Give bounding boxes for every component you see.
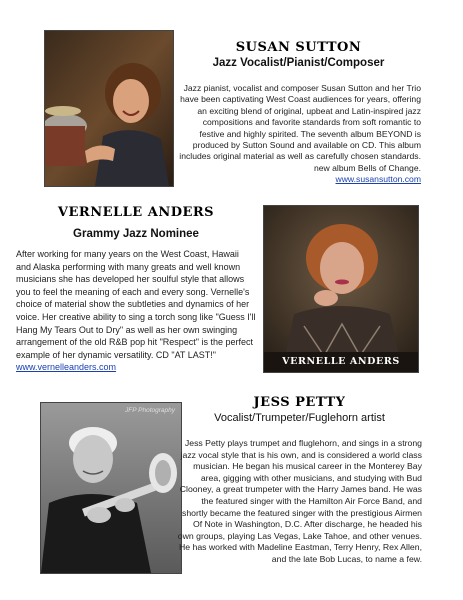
artist-bio: Jess Petty plays trumpet and fluglehorn, and sings in a strong jazz vocal style that is his own, and is considered a world class musician. He began his musical career in the Monterey Bay area, gigging with other musicians, and studying with Bud Clooney, a great trumpeter with the Harry James band. He was the featured singer with the Hamilton Air Force Band, and shortly became the featured singer with the prestigious Airmen Of Note in Washington, D.C. After discharge, he headed his own groups, playing Las Vegas, Lake Tahoe, and other venues. He has worked with Madeline Eastman, Terry Henry, Rex Allen, and the late Bob Lucas, to name a few. — [177, 438, 422, 564]
artist-name: JESS PETTY — [253, 395, 346, 410]
artist-role: Grammy Jazz Nominee — [73, 228, 199, 240]
artist-website-link[interactable]: www.susansutton.com — [335, 174, 421, 185]
artist-name: SUSAN SUTTON — [235, 40, 362, 55]
jess-petty-photo — [40, 402, 182, 574]
photo-watermark: JFP Photography — [125, 407, 175, 414]
photo-caption: VERNELLE ANDERS — [282, 356, 400, 367]
vernelle-anders-section — [16, 205, 256, 374]
artist-website-link[interactable]: www.vernelleanders.com — [16, 362, 117, 373]
artist-bio: Jazz pianist, vocalist and composer Susan Sutton and her Trio have been captivating West Coast audiences for years, offering an exciting blend of original, upbeat and Latin-inspired jazz compositions and favorite standards from soft romantic to festive and highly spirited. The seventh album BEYOND is produced by Sutton Sound and available on CD. This album includes original material as well as carefully chosen standards. new album Bells of Change. — [179, 83, 421, 173]
artist-bio: After working for many years on the West Coast, Hawaii and Alaska performing with many greats and well known musicians she has developed her soulful style that allows you to feel the meaning of each and every song. Vernelle's choice of material show the subtleties and dynamics of her voice. Her creative ability to sing a torch song like "Guess I'll Hang My Tears Out to Dry" as well as her own swinging arrangement of the old R&B pop hit "Respect" is the perfect example of her dynamic versatility. CD "AT LAST!" — [16, 249, 256, 360]
artist-name: VERNELLE ANDERS — [57, 205, 215, 220]
vernelle-anders-photo — [263, 205, 419, 373]
artist-role: Vocalist/Trumpeter/Fuglehorn artist — [214, 412, 385, 424]
jess-petty-section — [177, 395, 422, 566]
susan-sutton-photo — [44, 30, 174, 187]
susan-sutton-section — [176, 40, 421, 186]
artist-role: Jazz Vocalist/Pianist/Composer — [212, 57, 385, 69]
